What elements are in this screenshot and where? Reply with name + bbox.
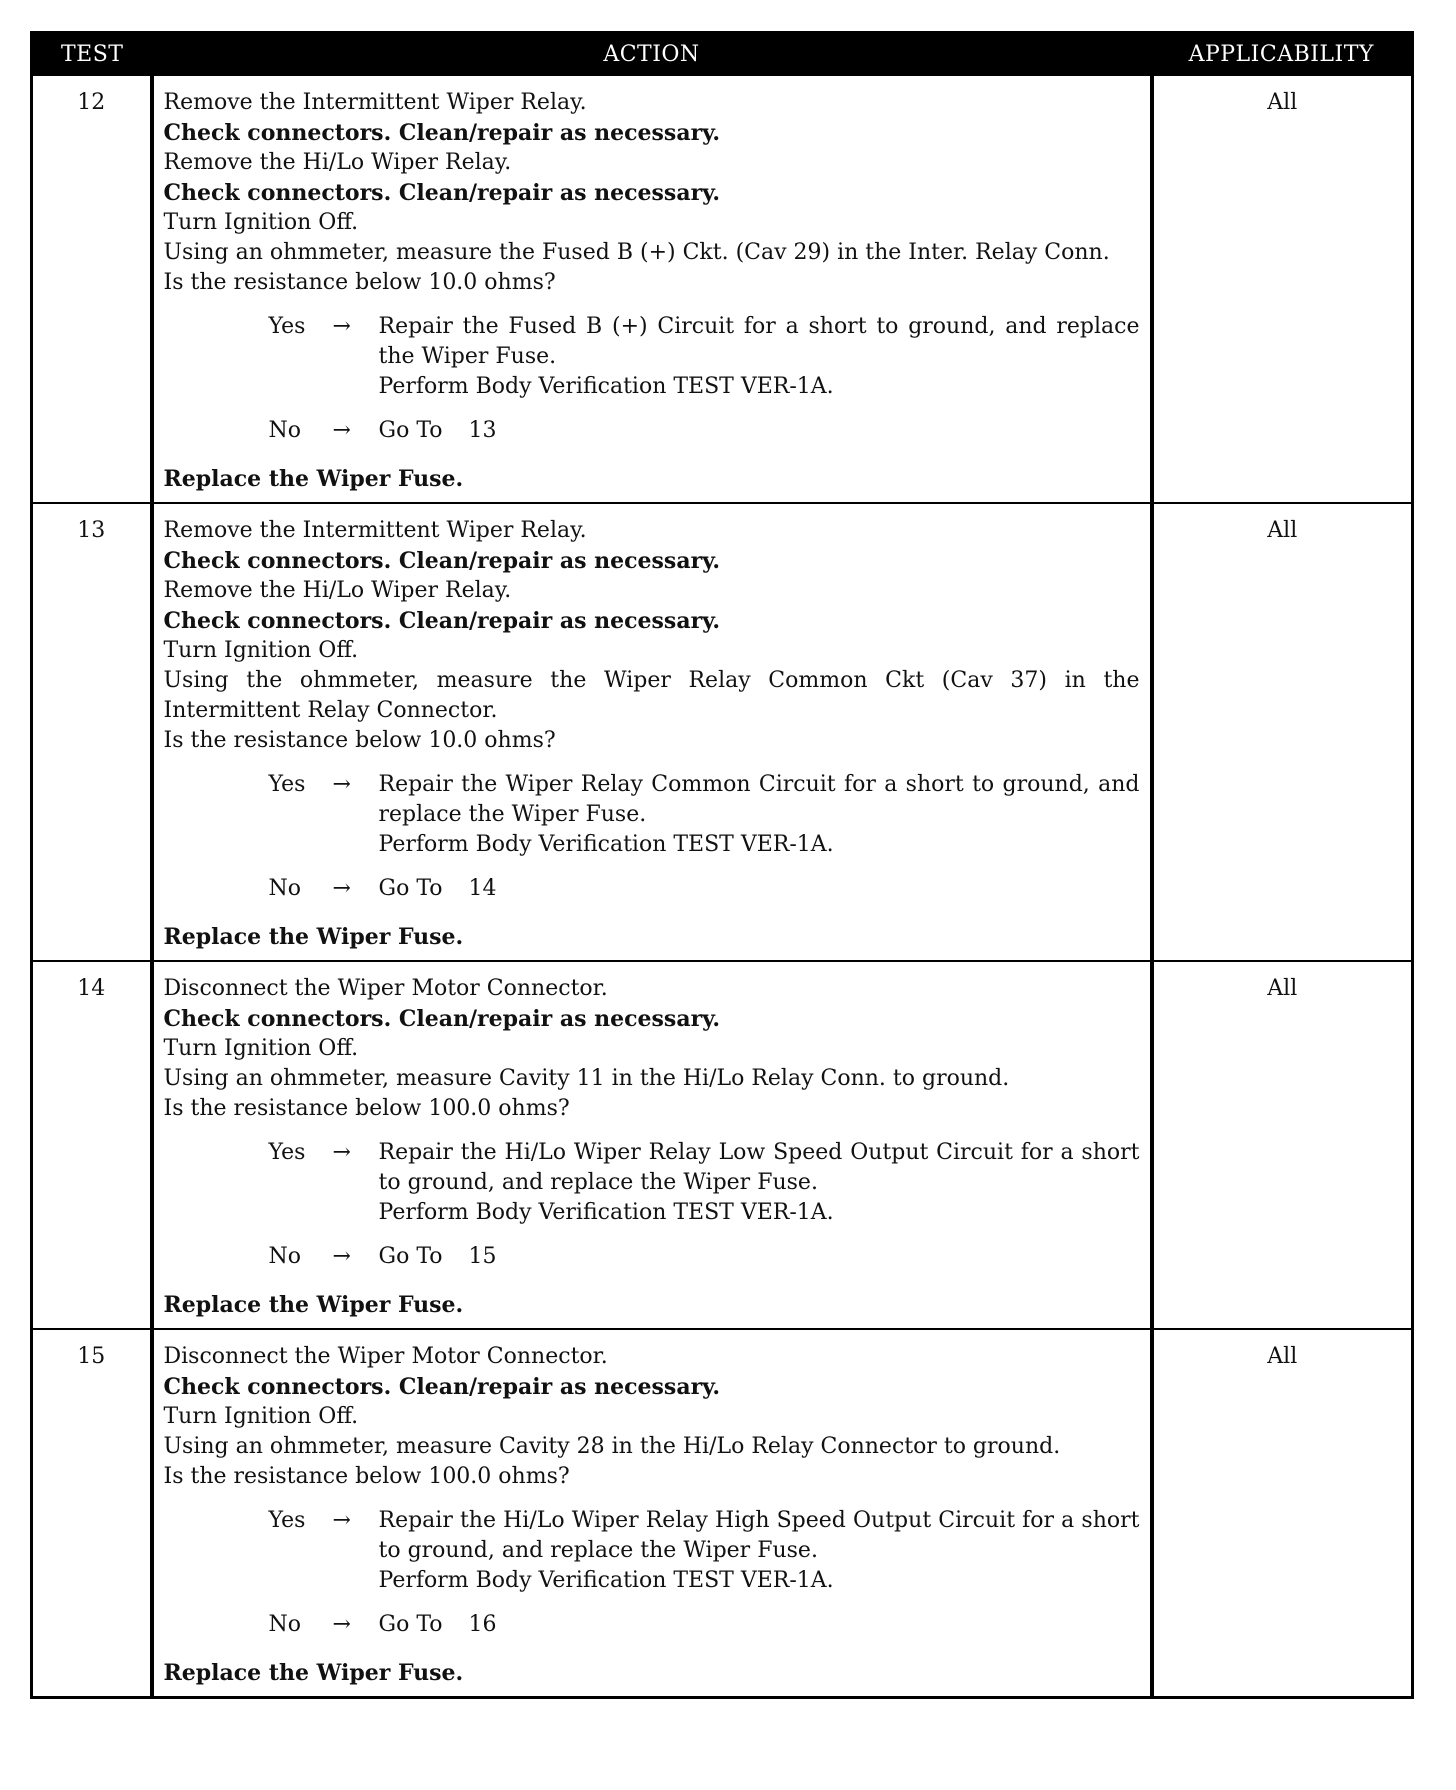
step-text: Remove the Intermittent Wiper Relay. [163, 90, 587, 115]
result-text: Repair the Hi/Lo Wiper Relay High Speed Output Circuit for a short to ground, and replace the Wiper Fuse. [378, 1508, 1140, 1563]
result-text: Repair the Wiper Relay Common Circuit for a short to ground, and replace the Wiper Fuse. [378, 772, 1140, 827]
table-header-row [32, 33, 1413, 76]
action-cell [152, 1329, 1152, 1698]
step-text: Is the resistance below 10.0 ohms? [163, 728, 556, 753]
step-text: Check connectors. Clean/repair as necessary. [163, 180, 721, 206]
test-number: 12 [32, 75, 152, 503]
applicability-value: All [1152, 1329, 1413, 1698]
final-action: Replace the Wiper Fuse. [163, 466, 464, 492]
step-text: Disconnect the Wiper Motor Connector. [163, 1344, 608, 1369]
yes-outcome [269, 1138, 1140, 1228]
no-outcome [269, 1610, 1140, 1640]
no-outcome [269, 416, 1140, 446]
applicability-value: All [1152, 961, 1413, 1329]
yes-label: Yes [268, 314, 306, 339]
arrow-icon: → [332, 1612, 351, 1637]
no-label: No [268, 418, 301, 443]
step-text: Disconnect the Wiper Motor Connector. [163, 976, 608, 1001]
result-text: Perform Body Verification TEST VER-1A. [378, 374, 834, 399]
action-cell [152, 503, 1152, 961]
no-label: No [268, 876, 301, 901]
no-label: No [268, 1612, 301, 1637]
goto-target: 16 [468, 1612, 497, 1637]
arrow-icon: → [332, 1244, 351, 1269]
step-text: Check connectors. Clean/repair as necessary. [163, 608, 721, 634]
step-text: Turn Ignition Off. [163, 1036, 359, 1061]
action-cell [152, 961, 1152, 1329]
yes-result [379, 312, 1140, 402]
action-cell [152, 75, 1152, 503]
step-text: Turn Ignition Off. [163, 210, 359, 235]
applicability-value: All [1152, 75, 1413, 503]
arrow-icon: → [332, 314, 351, 339]
yes-result [379, 1138, 1140, 1228]
header-test: TEST [32, 33, 152, 76]
no-label: No [268, 1244, 301, 1269]
yes-outcome [269, 1506, 1140, 1596]
arrow-icon: → [332, 1508, 351, 1533]
result-text: Repair the Hi/Lo Wiper Relay Low Speed Output Circuit for a short to ground, and replace the Wiper Fuse. [378, 1140, 1140, 1195]
table-row [32, 75, 1413, 503]
arrow-icon: → [332, 418, 351, 443]
no-result [379, 1610, 1140, 1640]
table-row [32, 503, 1413, 961]
diagnostic-table [30, 31, 1414, 1699]
yes-result [379, 770, 1140, 860]
step-text: Remove the Intermittent Wiper Relay. [163, 518, 587, 543]
step-text: Check connectors. Clean/repair as necessary. [163, 1374, 721, 1400]
step-text: Check connectors. Clean/repair as necessary. [163, 120, 721, 146]
no-result [379, 1242, 1140, 1272]
goto-target: 14 [468, 876, 497, 901]
test-number: 14 [32, 961, 152, 1329]
no-result [379, 416, 1140, 446]
step-text: Check connectors. Clean/repair as necessary. [163, 1006, 721, 1032]
step-text: Using an ohmmeter, measure Cavity 11 in the Hi/Lo Relay Conn. to ground. [163, 1066, 1010, 1091]
no-outcome [269, 874, 1140, 904]
no-result [379, 874, 1140, 904]
step-text: Is the resistance below 10.0 ohms? [163, 270, 556, 295]
goto-label: Go To [378, 1244, 443, 1269]
diagnostic-table-container [30, 31, 1411, 1699]
yes-outcome [269, 312, 1140, 402]
yes-label: Yes [268, 772, 306, 797]
yes-label: Yes [268, 1140, 306, 1165]
yes-result [379, 1506, 1140, 1596]
test-number: 13 [32, 503, 152, 961]
step-text: Using an ohmmeter, measure Cavity 28 in the Hi/Lo Relay Connector to ground. [163, 1434, 1061, 1459]
result-text: Perform Body Verification TEST VER-1A. [378, 1568, 834, 1593]
final-action: Replace the Wiper Fuse. [163, 1292, 464, 1318]
goto-label: Go To [378, 876, 443, 901]
applicability-value: All [1152, 503, 1413, 961]
result-text: Perform Body Verification TEST VER-1A. [378, 1200, 834, 1225]
result-text: Repair the Fused B (+) Circuit for a short to ground, and replace the Wiper Fuse. [378, 314, 1140, 369]
step-text: Remove the Hi/Lo Wiper Relay. [163, 150, 512, 175]
step-text: Is the resistance below 100.0 ohms? [163, 1464, 570, 1489]
step-text: Using an ohmmeter, measure the Fused B (+) Ckt. (Cav 29) in the Inter. Relay Conn. [163, 240, 1110, 265]
goto-target: 13 [468, 418, 497, 443]
arrow-icon: → [332, 876, 351, 901]
step-text: Remove the Hi/Lo Wiper Relay. [163, 578, 512, 603]
yes-outcome [269, 770, 1140, 860]
yes-label: Yes [268, 1508, 306, 1533]
no-outcome [269, 1242, 1140, 1272]
final-action: Replace the Wiper Fuse. [163, 1660, 464, 1686]
table-row [32, 961, 1413, 1329]
step-text: Turn Ignition Off. [163, 1404, 359, 1429]
arrow-icon: → [332, 772, 351, 797]
header-action: ACTION [152, 33, 1152, 76]
result-text: Perform Body Verification TEST VER-1A. [378, 832, 834, 857]
step-text: Check connectors. Clean/repair as necessary. [163, 548, 721, 574]
header-applicability: APPLICABILITY [1152, 33, 1413, 76]
final-action: Replace the Wiper Fuse. [163, 924, 464, 950]
arrow-icon: → [332, 1140, 351, 1165]
table-row [32, 1329, 1413, 1698]
goto-label: Go To [378, 1612, 443, 1637]
goto-label: Go To [378, 418, 443, 443]
step-text: Is the resistance below 100.0 ohms? [163, 1096, 570, 1121]
step-text: Turn Ignition Off. [163, 638, 359, 663]
goto-target: 15 [468, 1244, 497, 1269]
test-number: 15 [32, 1329, 152, 1698]
step-text: Using the ohmmeter, measure the Wiper Relay Common Ckt (Cav 37) in the Intermittent Relay Connector. [163, 668, 1140, 723]
